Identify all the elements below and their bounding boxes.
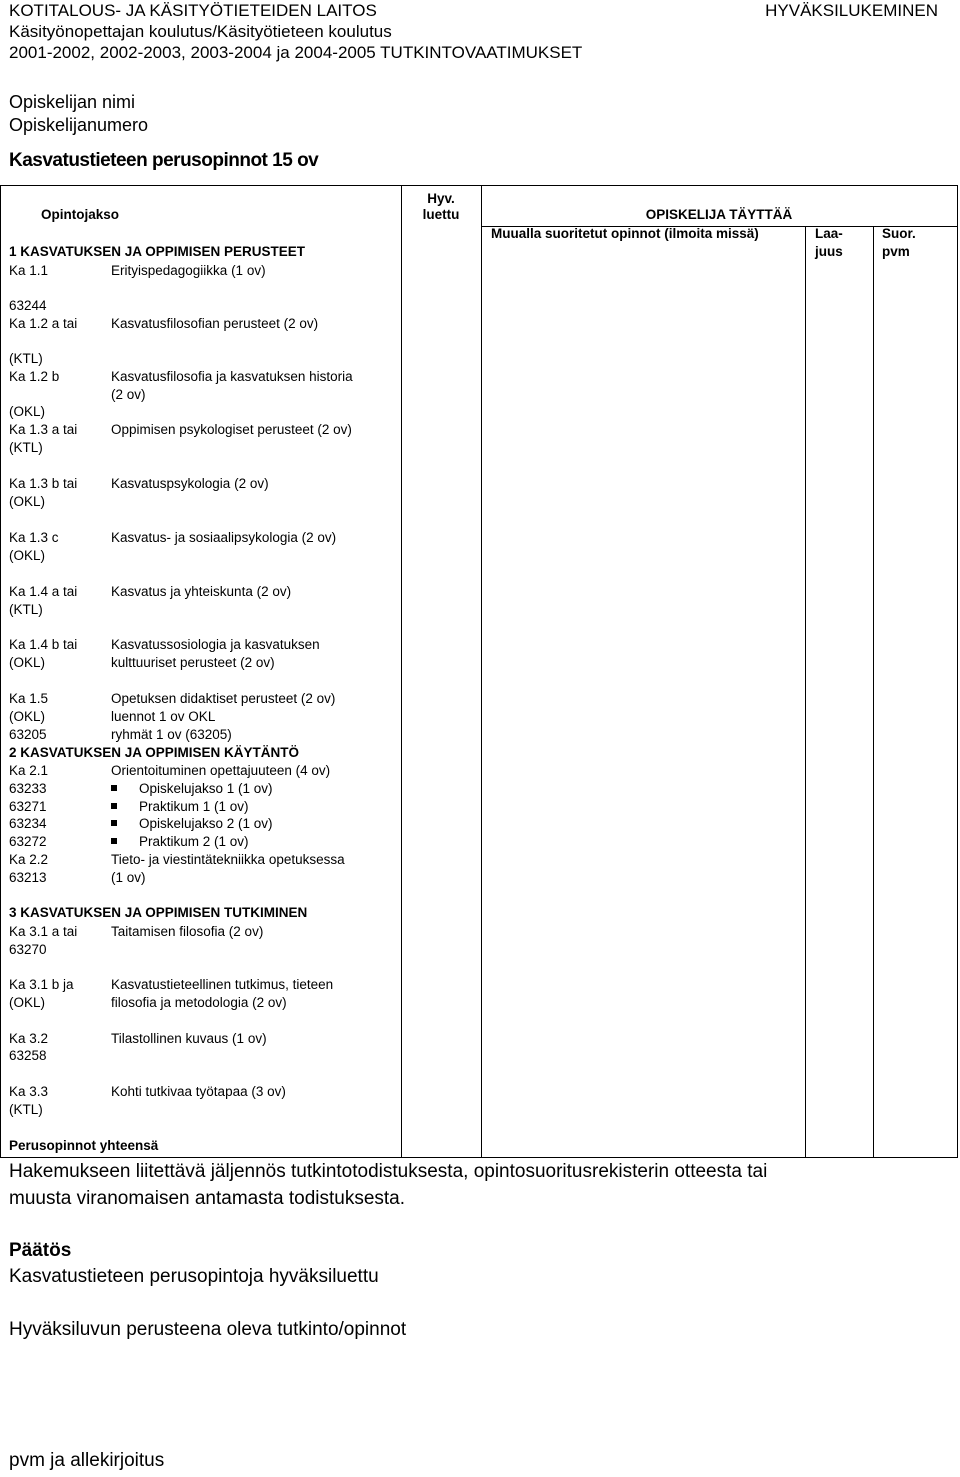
course-code: Ka 1.3 a tai <box>9 422 78 437</box>
course-name: Oppimisen psykologiset perusteet (2 ov) <box>111 422 352 437</box>
course-part-name: Praktikum 2 (1 ov) <box>139 834 249 849</box>
course-code: Ka 1.3 c <box>9 530 59 545</box>
course-code: Ka 3.3 <box>9 1084 49 1099</box>
course-code: (OKL) <box>9 709 46 724</box>
course-code: (KTL) <box>9 440 43 455</box>
requirement-years: 2001-2002, 2002-2003, 2003-2004 ja 2004-2005 TUTKINTOVAATIMUKSET <box>9 43 583 62</box>
course-code: 63205 <box>9 727 47 742</box>
course-code: 63272 <box>9 834 47 849</box>
course-code: 63244 <box>9 298 47 313</box>
course-code: (KTL) <box>9 351 43 366</box>
course-name: Kasvatus ja yhteiskunta (2 ov) <box>111 584 292 599</box>
course-code: Ka 3.1 b ja <box>9 977 74 992</box>
course-code: (OKL) <box>9 404 46 419</box>
course-name: Kasvatus- ja sosiaalipsykologia (2 ov) <box>111 530 337 545</box>
page-title: Kasvatustieteen perusopinnot 15 ov <box>9 150 319 171</box>
course-name: Taitamisen filosofia (2 ov) <box>111 924 264 939</box>
bullet-icon <box>111 838 117 844</box>
course-name: Kohti tutkivaa työtapaa (3 ov) <box>111 1084 286 1099</box>
course-name: Tilastollinen kuvaus (1 ov) <box>111 1031 267 1046</box>
course-name: kulttuuriset perusteet (2 ov) <box>111 655 275 670</box>
course-name: luennot 1 ov OKL <box>111 709 216 724</box>
course-code: Ka 1.2 a tai <box>9 316 78 331</box>
course-code: Ka 1.1 <box>9 263 49 278</box>
section-heading: 1 KASVATUKSEN JA OPPIMISEN PERUSTEET <box>9 244 306 259</box>
course-name: Kasvatuspsykologia (2 ov) <box>111 476 269 491</box>
column-header-extent-1: Laa- <box>815 226 843 241</box>
column-header-approved-1: Hyv. <box>427 191 455 206</box>
student-name-label: Opiskelijan nimi <box>9 92 136 112</box>
course-part-name: Opiskelujakso 2 (1 ov) <box>139 816 273 831</box>
course-name: Tieto- ja viestintätekniikka opetuksessa <box>111 852 345 867</box>
list-item <box>111 833 249 851</box>
column-header-completed-elsewhere: Muualla suoritetut opinnot (ilmoita missä) <box>491 226 759 241</box>
course-code: (OKL) <box>9 995 46 1010</box>
course-code: (KTL) <box>9 602 43 617</box>
course-code: Ka 3.1 a tai <box>9 924 78 939</box>
bullet-icon <box>111 803 117 809</box>
bullet-icon <box>111 785 117 791</box>
course-name: Kasvatustieteellinen tutkimus, tieteen <box>111 977 334 992</box>
course-code: Ka 1.4 b tai <box>9 637 78 652</box>
course-code: (OKL) <box>9 655 46 670</box>
total-row-label: Perusopinnot yhteensä <box>9 1138 159 1153</box>
column-header-approved-2: luettu <box>422 207 460 222</box>
course-code: Ka 1.2 b <box>9 369 60 384</box>
list-item <box>111 815 273 833</box>
column-header-completion-date-1: Suor. <box>882 226 916 241</box>
decision-heading: Päätös <box>9 1240 72 1261</box>
program-name: Käsityönopettajan koulutus/Käsityötieteen koulutus <box>9 22 392 41</box>
course-code: 63270 <box>9 942 47 957</box>
course-name: (1 ov) <box>111 870 146 885</box>
column-header-course: Opintojakso <box>41 207 120 222</box>
attachment-note: muusta viranomaisen antamasta todistuksesta. <box>9 1188 406 1209</box>
list-item <box>111 798 249 816</box>
course-code: Ka 2.2 <box>9 852 49 867</box>
course-code: 63258 <box>9 1048 47 1063</box>
course-name: Opetuksen didaktiset perusteet (2 ov) <box>111 691 336 706</box>
course-name: Kasvatusfilosofia ja kasvatuksen historia <box>111 369 353 384</box>
course-code: Ka 2.1 <box>9 763 49 778</box>
section-heading: 2 KASVATUKSEN JA OPPIMISEN KÄYTÄNTÖ <box>9 745 300 760</box>
course-code: Ka 1.5 <box>9 691 49 706</box>
course-name: (2 ov) <box>111 387 146 402</box>
course-code: (KTL) <box>9 1102 43 1117</box>
course-code: 63233 <box>9 781 47 796</box>
course-name: Kasvatussosiologia ja kasvatuksen <box>111 637 320 652</box>
list-item <box>111 780 273 798</box>
course-part-name: Opiskelujakso 1 (1 ov) <box>139 781 273 796</box>
course-name: filosofia ja metodologia (2 ov) <box>111 995 287 1010</box>
attachment-note: Hakemukseen liitettävä jäljennös tutkintotodistuksesta, opintosuoritusrekisterin otteesta tai <box>9 1161 768 1182</box>
course-part-name: Praktikum 1 (1 ov) <box>139 799 249 814</box>
course-code: 63234 <box>9 816 47 831</box>
column-header-completion-date-2: pvm <box>882 244 910 259</box>
course-code: Ka 3.2 <box>9 1031 49 1046</box>
course-code: (OKL) <box>9 548 46 563</box>
course-name: ryhmät 1 ov (63205) <box>111 727 232 742</box>
column-header-extent-2: juus <box>815 244 843 259</box>
column-header-student-fills: OPISKELIJA TÄYTTÄÄ <box>645 207 793 222</box>
course-code: Ka 1.3 b tai <box>9 476 78 491</box>
course-code: 63213 <box>9 870 47 885</box>
basis-text: Hyväksiluvun perusteena oleva tutkinto/opinnot <box>9 1319 407 1340</box>
course-name: Erityispedagogiikka (1 ov) <box>111 263 266 278</box>
course-code: (OKL) <box>9 494 46 509</box>
course-name: Orientoituminen opettajuuteen (4 ov) <box>111 763 331 778</box>
section-heading: 3 KASVATUKSEN JA OPPIMISEN TUTKIMINEN <box>9 905 308 920</box>
student-number-label: Opiskelijanumero <box>9 115 149 135</box>
course-code: Ka 1.4 a tai <box>9 584 78 599</box>
signature-label: pvm ja allekirjoitus <box>9 1450 165 1471</box>
bullet-icon <box>111 820 117 826</box>
department-name: KOTITALOUS- JA KÄSITYÖTIETEIDEN LAITOS <box>9 1 377 20</box>
course-name: Kasvatusfilosofian perusteet (2 ov) <box>111 316 319 331</box>
decision-text: Kasvatustieteen perusopintoja hyväksiluettu <box>9 1266 379 1287</box>
course-code: 63271 <box>9 799 47 814</box>
document-type: HYVÄKSILUKEMINEN <box>765 1 938 20</box>
